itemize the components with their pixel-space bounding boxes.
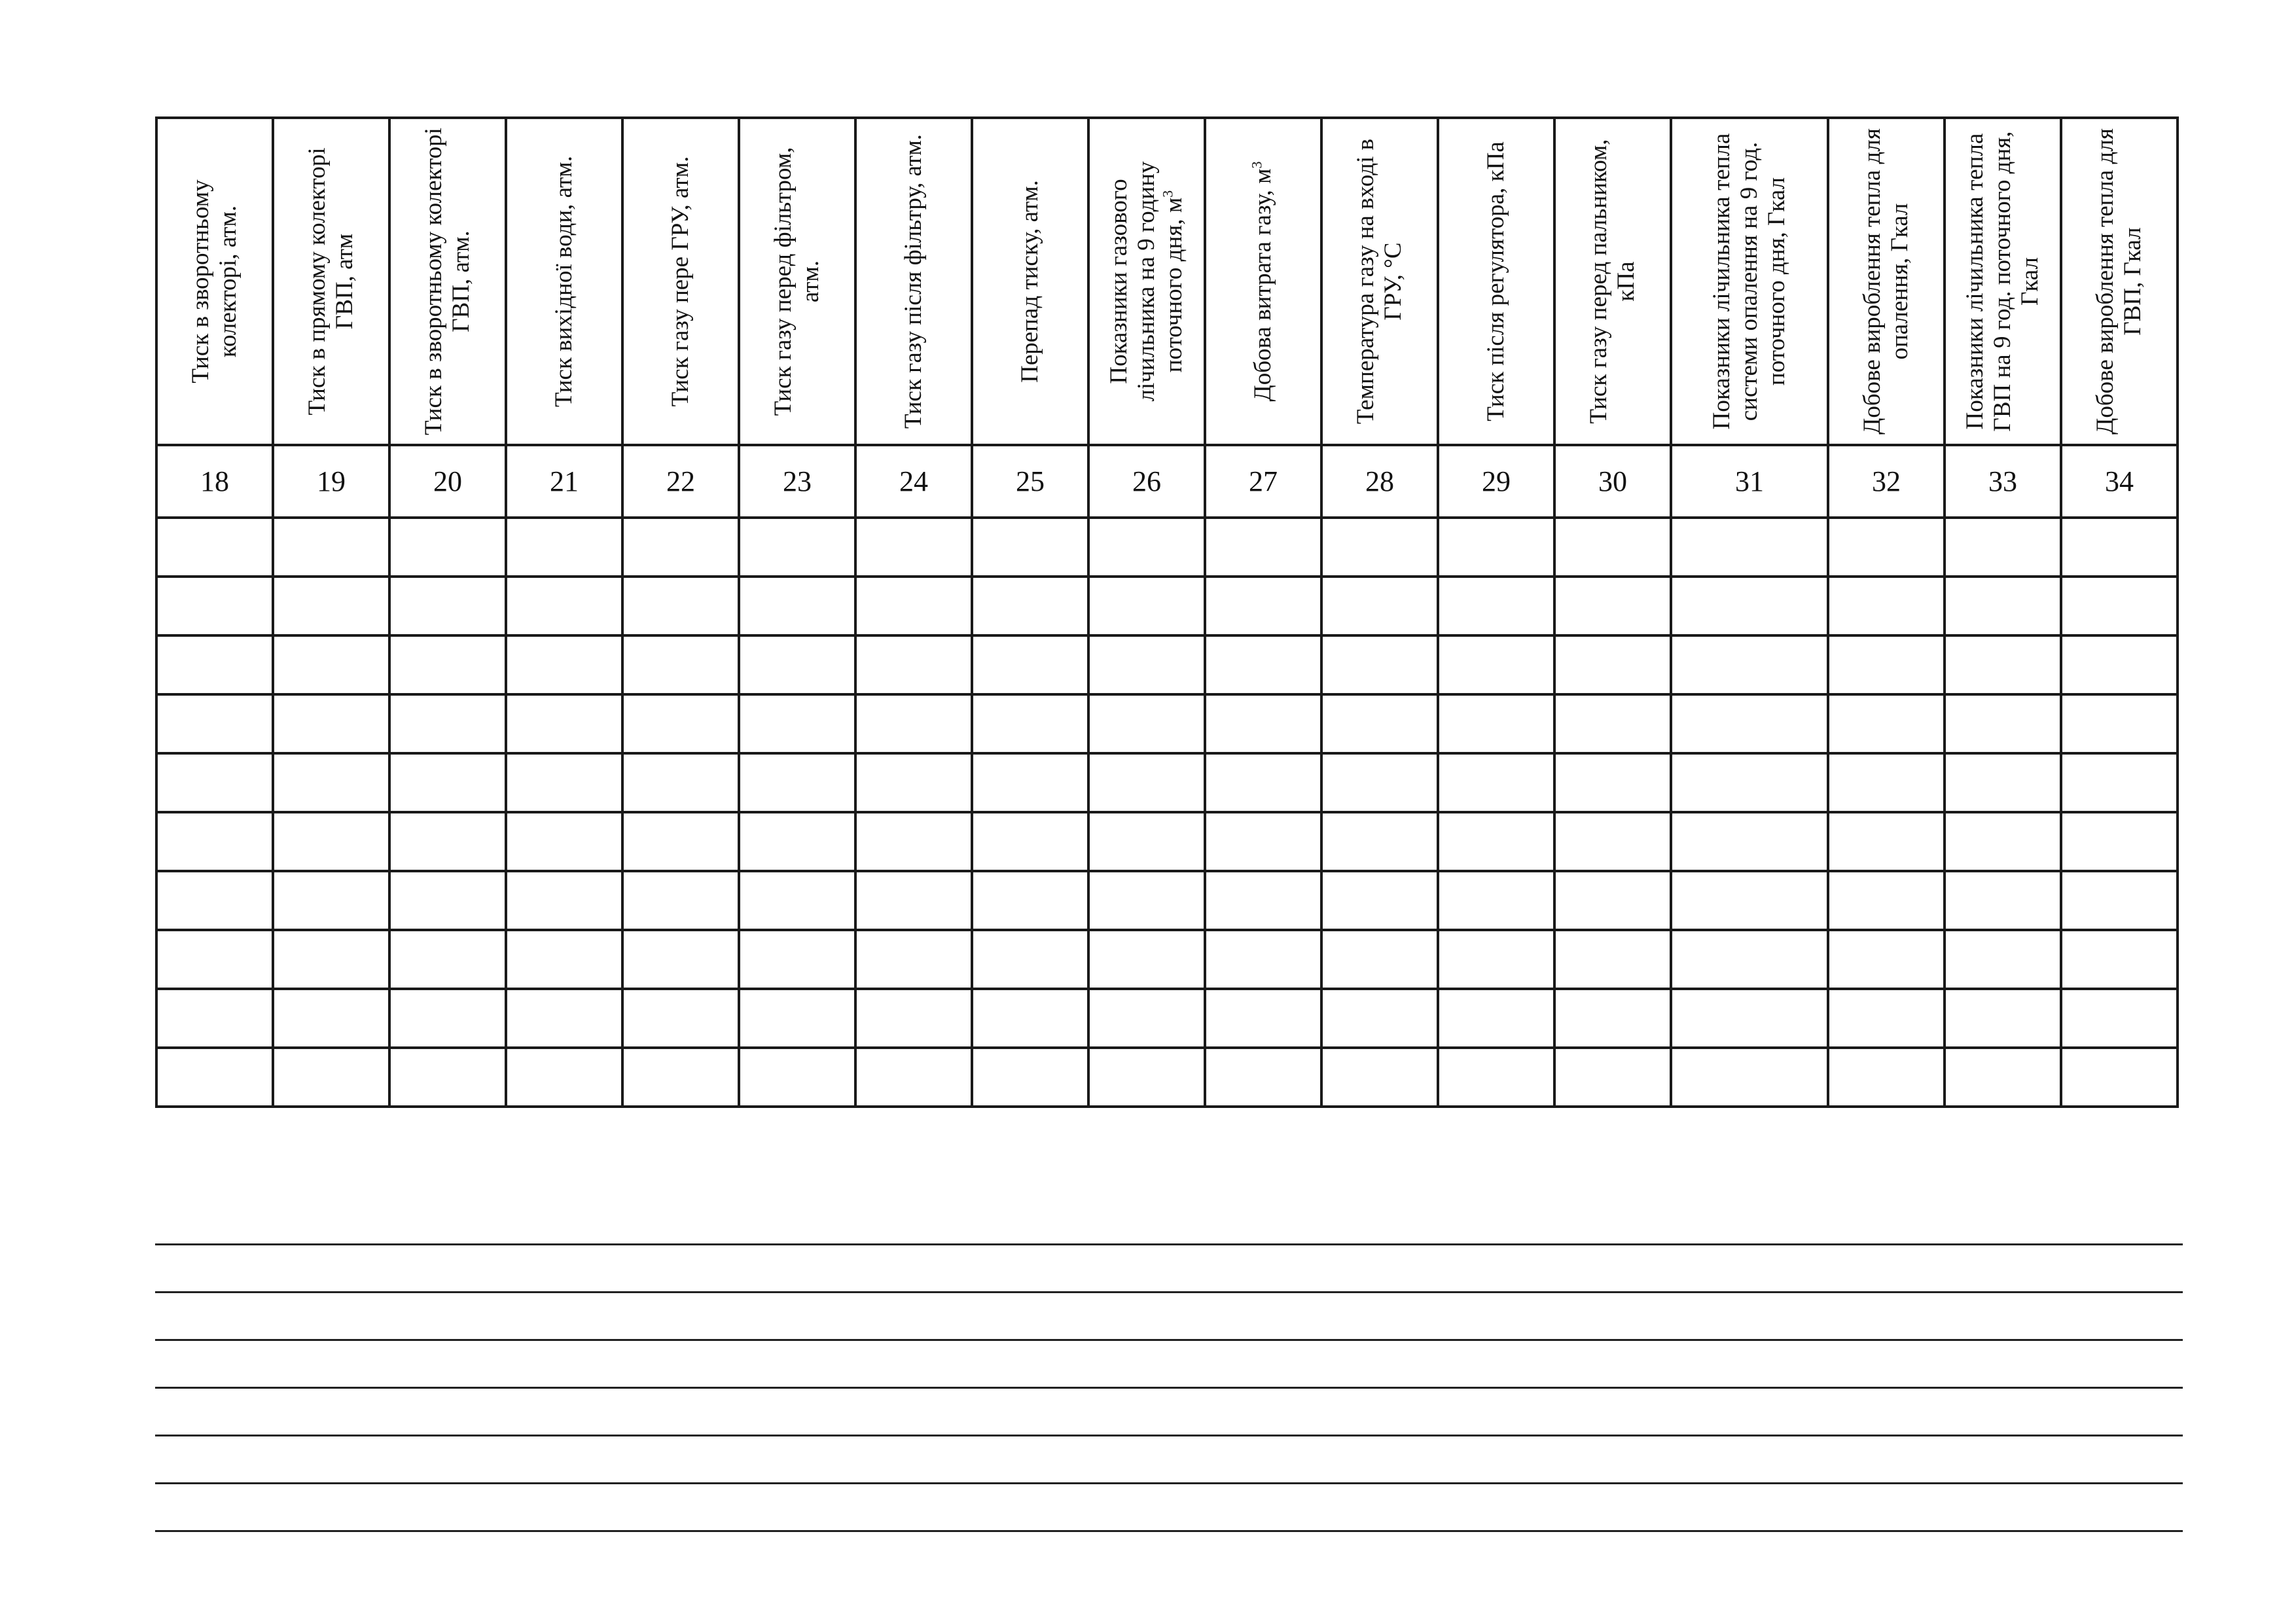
- entry-cell[interactable]: [1554, 812, 1671, 871]
- column-label: Перепад тиску, атм.: [1016, 180, 1043, 383]
- column-label: Добова витрата газу, м: [1249, 168, 1276, 402]
- entry-cell[interactable]: [1828, 930, 1945, 989]
- column-header-21: [506, 118, 622, 445]
- table-row: [156, 812, 2178, 871]
- entry-cell[interactable]: [622, 694, 739, 753]
- entry-cell[interactable]: [739, 753, 855, 812]
- entry-cell[interactable]: [855, 753, 972, 812]
- entry-cell[interactable]: [1945, 753, 2061, 812]
- note-line[interactable]: [155, 1293, 2183, 1341]
- column-number: 21: [506, 445, 622, 518]
- column-label: Тиск в прямому колекторі ГВП, атм: [304, 147, 358, 416]
- entry-cell[interactable]: [1828, 1048, 1945, 1107]
- entry-cell[interactable]: [622, 1048, 739, 1107]
- table-row: [156, 989, 2178, 1048]
- entry-cell[interactable]: [972, 1048, 1088, 1107]
- entry-cell[interactable]: [1205, 871, 1321, 930]
- entry-cell[interactable]: [2061, 694, 2178, 753]
- entry-cell[interactable]: [1554, 753, 1671, 812]
- entry-cell[interactable]: [972, 989, 1088, 1048]
- entry-cell[interactable]: [1205, 930, 1321, 989]
- column-label: Тиск газу пере ГРУ, атм.: [667, 156, 694, 407]
- entry-cell[interactable]: [1945, 1048, 2061, 1107]
- entry-cell[interactable]: [1205, 577, 1321, 635]
- entry-cell[interactable]: [1671, 753, 1828, 812]
- entry-cell[interactable]: [273, 577, 389, 635]
- entry-cell[interactable]: [1671, 694, 1828, 753]
- column-number: 34: [2061, 445, 2178, 518]
- entry-cell[interactable]: [506, 871, 622, 930]
- entry-cell[interactable]: [1205, 518, 1321, 577]
- column-number: 18: [156, 445, 273, 518]
- entry-cell[interactable]: [622, 635, 739, 694]
- header-row: [156, 118, 2178, 445]
- entry-cell[interactable]: [273, 753, 389, 812]
- entry-cell[interactable]: [273, 1048, 389, 1107]
- column-label: Тиск газу перед фільтром, атм.: [770, 147, 824, 416]
- entry-cell[interactable]: [389, 694, 506, 753]
- entry-cell[interactable]: [2061, 812, 2178, 871]
- entry-cell[interactable]: [855, 989, 972, 1048]
- entry-cell[interactable]: [855, 1048, 972, 1107]
- entry-cell[interactable]: [972, 518, 1088, 577]
- column-number: 20: [389, 445, 506, 518]
- entry-cell[interactable]: [2061, 635, 2178, 694]
- entry-cell[interactable]: [1554, 871, 1671, 930]
- column-number-row: [156, 445, 2178, 518]
- entry-cell[interactable]: [1828, 989, 1945, 1048]
- entry-cell[interactable]: [389, 930, 506, 989]
- entry-cell[interactable]: [2061, 871, 2178, 930]
- unit-superscript: 3: [1159, 190, 1176, 198]
- entry-cell[interactable]: [855, 577, 972, 635]
- entry-cell[interactable]: [273, 989, 389, 1048]
- entry-cell[interactable]: [1828, 871, 1945, 930]
- entry-cell[interactable]: [2061, 930, 2178, 989]
- journal-sheet: [155, 116, 2171, 1096]
- column-header-18: [156, 118, 273, 445]
- entry-cell[interactable]: [1828, 518, 1945, 577]
- entry-cell[interactable]: [273, 812, 389, 871]
- entry-cell[interactable]: [1088, 518, 1205, 577]
- column-header-23: [739, 118, 855, 445]
- column-header-31: [1671, 118, 1828, 445]
- entry-cell[interactable]: [1438, 989, 1554, 1048]
- entry-cell[interactable]: [1088, 871, 1205, 930]
- entry-cell[interactable]: [156, 635, 273, 694]
- column-label: Температура газу на вході в ГРУ, °С: [1352, 138, 1407, 425]
- entry-cell[interactable]: [156, 1048, 273, 1107]
- entry-cell[interactable]: [739, 1048, 855, 1107]
- entry-cell[interactable]: [1205, 812, 1321, 871]
- column-header-27: [1205, 118, 1321, 445]
- entry-cell[interactable]: [1671, 1048, 1828, 1107]
- entry-cell[interactable]: [389, 577, 506, 635]
- entry-cell[interactable]: [156, 871, 273, 930]
- entry-cell[interactable]: [855, 694, 972, 753]
- entry-cell[interactable]: [1945, 577, 2061, 635]
- entry-cell[interactable]: [389, 1048, 506, 1107]
- entry-cell[interactable]: [2061, 1048, 2178, 1107]
- entry-cell[interactable]: [739, 812, 855, 871]
- column-number: 28: [1321, 445, 1438, 518]
- entry-cell[interactable]: [1438, 1048, 1554, 1107]
- entry-cell[interactable]: [1671, 635, 1828, 694]
- entry-cell[interactable]: [1321, 694, 1438, 753]
- entry-cell[interactable]: [739, 989, 855, 1048]
- note-line[interactable]: [155, 1230, 2183, 1245]
- entry-cell[interactable]: [156, 577, 273, 635]
- entry-cell[interactable]: [389, 753, 506, 812]
- entry-cell[interactable]: [739, 577, 855, 635]
- entry-cell[interactable]: [1945, 518, 2061, 577]
- entry-cell[interactable]: [1321, 635, 1438, 694]
- entry-cell[interactable]: [972, 753, 1088, 812]
- entry-cell[interactable]: [156, 812, 273, 871]
- entry-cell[interactable]: [1671, 871, 1828, 930]
- column-label: Показники газового лічильника на 9 годину поточного дня, м: [1105, 161, 1187, 402]
- entry-cell[interactable]: [1554, 930, 1671, 989]
- column-header-20: [389, 118, 506, 445]
- entry-cell[interactable]: [622, 518, 739, 577]
- entry-cell[interactable]: [1671, 577, 1828, 635]
- column-header-28: [1321, 118, 1438, 445]
- entry-cell[interactable]: [506, 694, 622, 753]
- entry-cell[interactable]: [1554, 635, 1671, 694]
- table-row: [156, 1048, 2178, 1107]
- entry-cell[interactable]: [1321, 753, 1438, 812]
- entry-cell[interactable]: [2061, 577, 2178, 635]
- notes-section: [155, 1230, 2183, 1532]
- entry-cell[interactable]: [855, 812, 972, 871]
- entry-cell[interactable]: [389, 812, 506, 871]
- entry-cell[interactable]: [1945, 694, 2061, 753]
- entry-cell[interactable]: [1671, 989, 1828, 1048]
- entry-cell[interactable]: [1088, 930, 1205, 989]
- entry-cell[interactable]: [1554, 989, 1671, 1048]
- entry-cell[interactable]: [1321, 930, 1438, 989]
- column-number: 32: [1828, 445, 1945, 518]
- entry-cell[interactable]: [389, 871, 506, 930]
- readings-table: [155, 116, 2179, 1108]
- entry-cell[interactable]: [1088, 1048, 1205, 1107]
- entry-cell[interactable]: [506, 753, 622, 812]
- entry-cell[interactable]: [1438, 753, 1554, 812]
- column-label: Тиск газу перед пальником, кПа: [1585, 139, 1640, 424]
- entry-cell[interactable]: [1205, 635, 1321, 694]
- entry-cell[interactable]: [1945, 930, 2061, 989]
- entry-cell[interactable]: [1321, 577, 1438, 635]
- column-label: Добове вироблення тепла для опалення, Гкал: [1859, 128, 1913, 435]
- entry-cell[interactable]: [972, 812, 1088, 871]
- entry-cell[interactable]: [972, 635, 1088, 694]
- entry-cell[interactable]: [1321, 812, 1438, 871]
- column-number: 25: [972, 445, 1088, 518]
- column-number: 23: [739, 445, 855, 518]
- entry-cell[interactable]: [972, 930, 1088, 989]
- entry-cell[interactable]: [273, 694, 389, 753]
- entry-cell[interactable]: [506, 930, 622, 989]
- entry-cell[interactable]: [855, 930, 972, 989]
- entry-cell[interactable]: [1828, 694, 1945, 753]
- entry-cell[interactable]: [739, 694, 855, 753]
- entry-cell[interactable]: [622, 930, 739, 989]
- entry-cell[interactable]: [506, 577, 622, 635]
- entry-cell[interactable]: [1438, 577, 1554, 635]
- entry-cell[interactable]: [1438, 930, 1554, 989]
- column-number: 19: [273, 445, 389, 518]
- entry-cell[interactable]: [1205, 753, 1321, 812]
- table-row: [156, 694, 2178, 753]
- entry-cell[interactable]: [1088, 694, 1205, 753]
- note-line[interactable]: [155, 1341, 2183, 1389]
- entry-cell[interactable]: [1205, 1048, 1321, 1107]
- column-header-26: [1088, 118, 1205, 445]
- column-number: 26: [1088, 445, 1205, 518]
- entry-cell[interactable]: [1554, 577, 1671, 635]
- note-line[interactable]: [155, 1484, 2183, 1532]
- entry-cell[interactable]: [1205, 989, 1321, 1048]
- entry-cell[interactable]: [1321, 518, 1438, 577]
- entry-cell[interactable]: [1088, 635, 1205, 694]
- entry-cell[interactable]: [389, 635, 506, 694]
- entry-cell[interactable]: [506, 989, 622, 1048]
- column-label: Тиск після регулятора, кПа: [1482, 141, 1509, 421]
- entry-cell[interactable]: [389, 518, 506, 577]
- entry-cell[interactable]: [273, 635, 389, 694]
- column-header-34: [2061, 118, 2178, 445]
- entry-cell[interactable]: [622, 753, 739, 812]
- entry-cell[interactable]: [1945, 871, 2061, 930]
- entry-cell[interactable]: [1321, 871, 1438, 930]
- entry-cell[interactable]: [1438, 518, 1554, 577]
- entry-cell[interactable]: [1088, 989, 1205, 1048]
- entry-cell[interactable]: [855, 635, 972, 694]
- entry-cell[interactable]: [972, 577, 1088, 635]
- entry-cell[interactable]: [2061, 753, 2178, 812]
- entry-cell[interactable]: [1945, 989, 2061, 1048]
- table-row: [156, 753, 2178, 812]
- entry-cell[interactable]: [1321, 989, 1438, 1048]
- column-header-30: [1554, 118, 1671, 445]
- entry-cell[interactable]: [1945, 635, 2061, 694]
- column-number: 22: [622, 445, 739, 518]
- column-number: 27: [1205, 445, 1321, 518]
- entry-cell[interactable]: [972, 694, 1088, 753]
- entry-cell[interactable]: [506, 635, 622, 694]
- table-row: [156, 930, 2178, 989]
- entry-cell[interactable]: [2061, 989, 2178, 1048]
- table-row: [156, 518, 2178, 577]
- column-label: Тиск в зворотньому колекторі ГВП, атм.: [420, 128, 475, 435]
- entry-cell[interactable]: [622, 812, 739, 871]
- column-header-33: [1945, 118, 2061, 445]
- entry-cell[interactable]: [273, 871, 389, 930]
- column-label: Добове вироблення тепла для ГВП, Гкал: [2092, 128, 2146, 435]
- column-number: 24: [855, 445, 972, 518]
- column-label: Показники лічильника тепла ГВП на 9 год. поточного дня, Гкал: [1962, 131, 2043, 432]
- entry-cell[interactable]: [1945, 812, 2061, 871]
- column-header-19: [273, 118, 389, 445]
- entry-cell[interactable]: [739, 930, 855, 989]
- entry-cell[interactable]: [622, 989, 739, 1048]
- entry-cell[interactable]: [156, 518, 273, 577]
- entry-cell[interactable]: [1205, 694, 1321, 753]
- entry-cell[interactable]: [506, 1048, 622, 1107]
- entry-cell[interactable]: [1438, 635, 1554, 694]
- entry-cell[interactable]: [972, 871, 1088, 930]
- column-header-22: [622, 118, 739, 445]
- note-line[interactable]: [155, 1245, 2183, 1293]
- entry-cell[interactable]: [1828, 577, 1945, 635]
- note-line[interactable]: [155, 1389, 2183, 1436]
- entry-cell[interactable]: [1828, 812, 1945, 871]
- entry-cell[interactable]: [156, 930, 273, 989]
- column-header-29: [1438, 118, 1554, 445]
- entry-cell[interactable]: [1671, 812, 1828, 871]
- entry-cell[interactable]: [1321, 1048, 1438, 1107]
- entry-cell[interactable]: [1671, 930, 1828, 989]
- note-line[interactable]: [155, 1436, 2183, 1484]
- entry-cell[interactable]: [506, 518, 622, 577]
- entry-cell[interactable]: [389, 989, 506, 1048]
- entry-cell[interactable]: [739, 871, 855, 930]
- entry-cell[interactable]: [622, 871, 739, 930]
- column-header-32: [1828, 118, 1945, 445]
- unit-superscript: 3: [1248, 161, 1265, 169]
- table-row: [156, 871, 2178, 930]
- entry-cell[interactable]: [506, 812, 622, 871]
- column-header-25: [972, 118, 1088, 445]
- entry-cell[interactable]: [1828, 635, 1945, 694]
- entry-cell[interactable]: [1554, 518, 1671, 577]
- column-header-24: [855, 118, 972, 445]
- entry-cell[interactable]: [1088, 753, 1205, 812]
- entry-cell[interactable]: [156, 753, 273, 812]
- column-label: Тиск газу після фільтру, атм.: [900, 134, 927, 429]
- entry-cell[interactable]: [1438, 871, 1554, 930]
- entry-cell[interactable]: [622, 577, 739, 635]
- table-row: [156, 577, 2178, 635]
- column-number: 29: [1438, 445, 1554, 518]
- column-number: 33: [1945, 445, 2061, 518]
- column-label: Тиск вихідної води, атм.: [550, 156, 577, 407]
- entry-cell[interactable]: [156, 989, 273, 1048]
- entry-cell[interactable]: [1088, 577, 1205, 635]
- entry-cell[interactable]: [1554, 694, 1671, 753]
- entry-cell[interactable]: [1438, 694, 1554, 753]
- table-row: [156, 635, 2178, 694]
- entry-cell[interactable]: [1088, 812, 1205, 871]
- entry-cell[interactable]: [739, 635, 855, 694]
- entry-cell[interactable]: [2061, 518, 2178, 577]
- column-label: Тиск в зворотньому колекторі, атм.: [187, 179, 242, 383]
- entry-cell[interactable]: [855, 871, 972, 930]
- entry-cell[interactable]: [273, 518, 389, 577]
- column-label: Показники лічильника тепла системи опалення на 9 год. поточного дня, Гкал: [1708, 133, 1790, 430]
- entry-cell[interactable]: [739, 518, 855, 577]
- column-number: 31: [1671, 445, 1828, 518]
- entry-cell[interactable]: [273, 930, 389, 989]
- entry-cell[interactable]: [1828, 753, 1945, 812]
- entry-cell[interactable]: [1554, 1048, 1671, 1107]
- entry-cell[interactable]: [156, 694, 273, 753]
- entry-cell[interactable]: [1438, 812, 1554, 871]
- column-number: 30: [1554, 445, 1671, 518]
- entry-cell[interactable]: [855, 518, 972, 577]
- entry-cell[interactable]: [1671, 518, 1828, 577]
